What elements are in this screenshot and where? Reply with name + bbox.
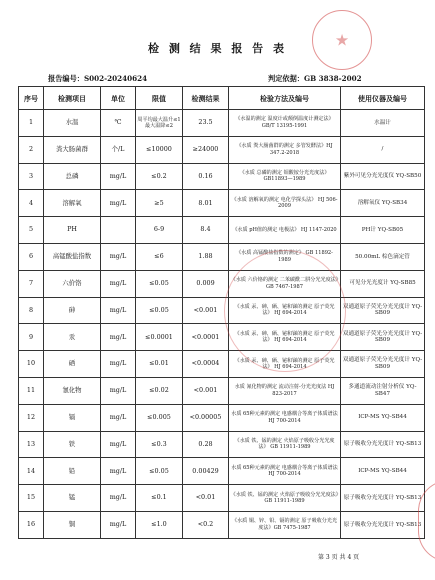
cell-item: 水温 xyxy=(44,110,101,137)
cell-method: 水质 65种元素的测定 电感耦合等离子体质谱法 HJ 700-2014 xyxy=(229,404,341,431)
cell-method: 《水质 pH值的测定 电极法》 HJ 1147-2020 xyxy=(229,217,341,244)
cell-item: 锰 xyxy=(44,485,101,512)
cell-limit: ≤0.005 xyxy=(136,404,183,431)
table-row xyxy=(19,511,425,538)
cell-unit: mg/L xyxy=(101,431,136,458)
header-item: 检测项目 xyxy=(44,87,101,110)
cell-limit: ≤0.2 xyxy=(136,163,183,190)
cell-item: 铅 xyxy=(44,458,101,485)
cell-result: <0.001 xyxy=(183,297,229,324)
cell-instrument: 双通道原子荧光分光光度计 YQ-SB09 xyxy=(341,351,425,378)
cell-limit: ≤6 xyxy=(136,243,183,270)
cell-limit: ≤0.02 xyxy=(136,377,183,404)
cell-method: 《水质 溶解氧的测定 电化学探头法》 HJ 506-2009 xyxy=(229,190,341,217)
cell-result: 8.4 xyxy=(183,217,229,244)
cell-no: 16 xyxy=(19,511,44,538)
cell-result: <0.00005 xyxy=(183,404,229,431)
cell-limit: ≤0.1 xyxy=(136,485,183,512)
cell-instrument: 原子吸收分光光度计 YQ-SB13 xyxy=(341,485,425,512)
cell-no: 10 xyxy=(19,351,44,378)
cell-item: 汞 xyxy=(44,324,101,351)
cell-unit: mg/L xyxy=(101,511,136,538)
cell-result: 1.88 xyxy=(183,243,229,270)
cell-result: 0.16 xyxy=(183,163,229,190)
cell-result: <0.0004 xyxy=(183,351,229,378)
cell-method: 水质 65种元素的测定 电感耦合等离子体质谱法 HJ 700-2014 xyxy=(229,458,341,485)
cell-unit: mg/L xyxy=(101,458,136,485)
table-row xyxy=(19,404,425,431)
cell-instrument: 原子吸收分光光度计 YQ-SB13 xyxy=(341,431,425,458)
cell-result: <0.0001 xyxy=(183,324,229,351)
cell-item: 总磷 xyxy=(44,163,101,190)
cell-limit: ≤10000 xyxy=(136,136,183,163)
cell-result: 0.28 xyxy=(183,431,229,458)
table-row xyxy=(19,190,425,217)
cell-instrument: 水温计 xyxy=(341,110,425,137)
cell-unit: mg/L xyxy=(101,297,136,324)
table-row xyxy=(19,163,425,190)
cell-method: 《水质 高锰酸盐指数的测定》 GB 11892-1989 xyxy=(229,243,341,270)
table-body xyxy=(19,110,425,539)
header-instrument: 使用仪器及编号 xyxy=(341,87,425,110)
cell-item: 溶解氧 xyxy=(44,190,101,217)
cell-item: 铁 xyxy=(44,431,101,458)
cell-result: <0.2 xyxy=(183,511,229,538)
cell-unit: mg/L xyxy=(101,404,136,431)
cell-no: 11 xyxy=(19,377,44,404)
cell-no: 6 xyxy=(19,243,44,270)
cell-no: 7 xyxy=(19,270,44,297)
judgment-standard: 判定依据：GB 3838-2002 xyxy=(268,74,362,83)
cell-item: 镉 xyxy=(44,404,101,431)
header-unit: 单位 xyxy=(101,87,136,110)
cell-limit: ≤0.0001 xyxy=(136,324,183,351)
cell-limit: ≤0.3 xyxy=(136,431,183,458)
cell-no: 4 xyxy=(19,190,44,217)
cell-unit xyxy=(101,217,136,244)
cell-instrument: 紫外可见分光光度仪 YQ-SB50 xyxy=(341,163,425,190)
cell-method: 《水质 铁、锰的测定 火焰原子吸收分光光度法》 GB 11911-1989 xyxy=(229,431,341,458)
red-seal-stamp: ★ xyxy=(312,10,372,70)
cell-instrument: 原子吸收分光光度计 YQ-SB13 xyxy=(341,511,425,538)
cell-no: 15 xyxy=(19,485,44,512)
header-limit: 限值 xyxy=(136,87,183,110)
table-row xyxy=(19,270,425,297)
cell-instrument: ICP-MS YQ-SB44 xyxy=(341,458,425,485)
header-no: 序号 xyxy=(19,87,44,110)
cell-item: 六价铬 xyxy=(44,270,101,297)
cell-item: 砷 xyxy=(44,297,101,324)
cell-result: 0.00429 xyxy=(183,458,229,485)
cell-unit: mg/L xyxy=(101,270,136,297)
cell-item: 铜 xyxy=(44,511,101,538)
faint-seal-stamp xyxy=(224,250,346,372)
cell-unit: mg/L xyxy=(101,377,136,404)
cell-limit: ≤1.0 xyxy=(136,511,183,538)
cell-instrument: 多通道流动注射分析仪 YQ-SB47 xyxy=(341,377,425,404)
cell-no: 8 xyxy=(19,297,44,324)
table-row xyxy=(19,217,425,244)
cell-result: <0.01 xyxy=(183,485,229,512)
cell-result: 23.5 xyxy=(183,110,229,137)
cell-limit: 周平均最大温升≤1 最大温降≤2 xyxy=(136,110,183,137)
cell-instrument: PH计 YQ-SB05 xyxy=(341,217,425,244)
cell-unit: mg/L xyxy=(101,324,136,351)
cell-limit: ≤0.05 xyxy=(136,297,183,324)
cell-item: PH xyxy=(44,217,101,244)
page-number: 第 3 页 共 4 页 xyxy=(318,554,360,561)
cell-unit: mg/L xyxy=(101,485,136,512)
cell-method: 《水质 汞、砷、硒、铋和锑的测定 原子荧光法》 HJ 694-2014 xyxy=(229,324,341,351)
table-row xyxy=(19,324,425,351)
header-method: 检验方法及编号 xyxy=(229,87,341,110)
cell-instrument: 溶解氧仪 YQ-SB34 xyxy=(341,190,425,217)
cell-instrument: ICP-MS YQ-SB44 xyxy=(341,404,425,431)
cell-unit: mg/L xyxy=(101,351,136,378)
cell-no: 9 xyxy=(19,324,44,351)
cell-item: 硒 xyxy=(44,351,101,378)
cell-item: 粪大肠菌群 xyxy=(44,136,101,163)
cell-instrument: 50.00mL 棕色滴定管 xyxy=(341,243,425,270)
table-row xyxy=(19,243,425,270)
header-result: 检测结果 xyxy=(183,87,229,110)
cell-no: 2 xyxy=(19,136,44,163)
page-title: 检 测 结 果 报 告 表 xyxy=(148,42,287,55)
table-row xyxy=(19,431,425,458)
cell-limit: ≤0.05 xyxy=(136,458,183,485)
cell-no: 12 xyxy=(19,404,44,431)
table-row xyxy=(19,136,425,163)
cell-no: 14 xyxy=(19,458,44,485)
cell-unit: mg/L xyxy=(101,243,136,270)
cell-no: 13 xyxy=(19,431,44,458)
cell-method: 《水温的测定 温度计或颠倒温度计测定法》 GB/T 13195-1991 xyxy=(229,110,341,137)
cell-item: 高锰酸盐指数 xyxy=(44,243,101,270)
cell-method: 《水质 汞、砷、硒、铋和锑的测定 原子荧光法》 HJ 694-2014 xyxy=(229,297,341,324)
cell-instrument: 可见分光光度计 YQ-SB85 xyxy=(341,270,425,297)
table-row xyxy=(19,110,425,137)
cell-unit: 个/L xyxy=(101,136,136,163)
cell-unit: mg/L xyxy=(101,190,136,217)
cell-unit: mg/L xyxy=(101,163,136,190)
cell-result: 0.009 xyxy=(183,270,229,297)
cell-no: 1 xyxy=(19,110,44,137)
cell-method: 《水质 总磷的测定 钼酸铵分光光度法》GB11893—1989 xyxy=(229,163,341,190)
cell-limit: ≤0.05 xyxy=(136,270,183,297)
table-row xyxy=(19,377,425,404)
cell-instrument: 双通道原子荧光分光光度计 YQ-SB09 xyxy=(341,324,425,351)
report-number: 报告编号：S002-20240624 xyxy=(48,74,148,83)
table-row xyxy=(19,485,425,512)
cell-method: 水质 氰化物的测定 流动注射-分光光度法 HJ 823-2017 xyxy=(229,377,341,404)
cell-no: 5 xyxy=(19,217,44,244)
cell-limit: ≤0.01 xyxy=(136,351,183,378)
cell-result: <0.001 xyxy=(183,377,229,404)
cell-result: 8.01 xyxy=(183,190,229,217)
table-row xyxy=(19,458,425,485)
table-row xyxy=(19,297,425,324)
cell-instrument: 双通道原子荧光分光光度计 YQ-SB09 xyxy=(341,297,425,324)
cell-result: ≥24000 xyxy=(183,136,229,163)
table-row xyxy=(19,351,425,378)
results-table xyxy=(18,86,425,539)
cell-method: 《水质 六价铬的测定 二苯碳酰二肼分光光度法》GB 7467-1987 xyxy=(229,270,341,297)
table-header-row xyxy=(19,87,425,110)
cell-method: 《水质 粪大肠菌群的测定 多管发酵法》HJ 347.2-2018 xyxy=(229,136,341,163)
cell-method: 《水质 铁、锰的测定 火焰原子吸收分光光度法》GB 11911-1989 xyxy=(229,485,341,512)
cell-method: 《水质 铜、锌、铅、镉的测定 原子吸收分光光度法》GB 7475-1987 xyxy=(229,511,341,538)
cell-limit: 6-9 xyxy=(136,217,183,244)
cell-no: 3 xyxy=(19,163,44,190)
cell-unit: ℃ xyxy=(101,110,136,137)
cell-instrument: / xyxy=(341,136,425,163)
cell-limit: ≥5 xyxy=(136,190,183,217)
cell-item: 氰化物 xyxy=(44,377,101,404)
cell-method: 《水质 汞、砷、硒、铋和锑的测定 原子荧光法》 HJ 694-2014 xyxy=(229,351,341,378)
